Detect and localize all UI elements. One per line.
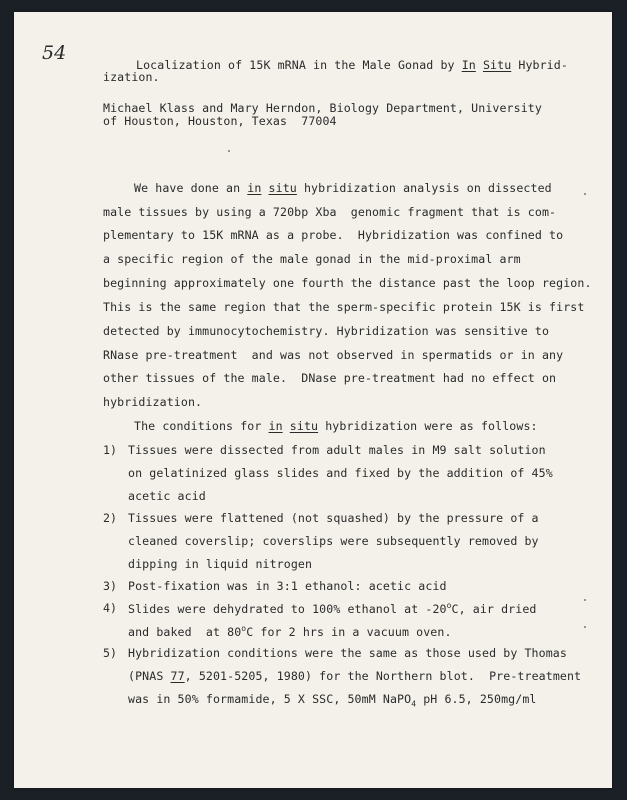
item3-line-1: Post-fixation was in 3:1 ethanol: acetic acid <box>128 579 447 593</box>
item2-line-3: dipping in liquid nitrogen <box>128 557 313 571</box>
item4-line-2: and baked at 80$^o$C for 2 hrs in a vacuum oven. <box>128 624 452 639</box>
para1-line-9: other tissues of the male. DNase pre-treatment had no effect on <box>103 371 557 385</box>
item5-line-1: Hybridization conditions were the same as those used by Thomas <box>128 646 567 660</box>
item2-line-1: Tissues were flattened (not squashed) by the pressure of a <box>128 511 539 525</box>
para1-line-10: hybridization. <box>103 395 203 409</box>
item1-line-1: Tissues were dissected from adult males in M9 salt solution <box>128 443 546 457</box>
para1-line-1: We have done an in situ hybridization analysis on dissected <box>134 181 552 195</box>
para1-line-2: male tissues by using a 720bp Xba genomic fragment that is com- <box>103 205 557 219</box>
title-line-2: ization. <box>103 70 160 84</box>
title-line-1: Localization of 15K mRNA in the Male Gonad by In Situ Hybrid- <box>136 58 568 72</box>
authors-line-2: of Houston, Houston, Texas 77004 <box>103 114 337 128</box>
list-number-2: 2) <box>103 511 117 525</box>
speck <box>228 150 230 152</box>
page-number: 54 <box>42 42 67 64</box>
item5-line-3: was in 50% formamide, 5 X SSC, 50mM NaPO$_4$ pH 6.5, 250mg/ml <box>128 692 537 709</box>
list-number-5: 5) <box>103 646 117 660</box>
list-number-1: 1) <box>103 443 117 457</box>
list-number-4: 4) <box>103 601 117 615</box>
para1-line-5: beginning approximately one fourth the distance past the loop region. <box>103 276 592 290</box>
item1-line-3: acetic acid <box>128 489 206 503</box>
document-page <box>14 12 612 788</box>
para1-line-7: detected by immunocytochemistry. Hybridization was sensitive to <box>103 324 550 338</box>
item2-line-2: cleaned coverslip; coverslips were subsequently removed by <box>128 534 539 548</box>
para1-line-6: This is the same region that the sperm-specific protein 15K is first <box>103 300 585 314</box>
para1-line-8: RNase pre-treatment and was not observed in spermatids or in any <box>103 348 564 362</box>
para1-line-4: a specific region of the male gonad in the mid-proximal arm <box>103 252 521 266</box>
speck <box>584 599 586 601</box>
authors-line-1: Michael Klass and Mary Herndon, Biology Department, University <box>103 101 542 115</box>
speck <box>584 626 586 628</box>
item1-line-2: on gelatinized glass slides and fixed by the addition of 45% <box>128 466 553 480</box>
para1-line-3: plementary to 15K mRNA as a probe. Hybridization was confined to <box>103 228 564 242</box>
item4-line-1: Slides were dehydrated to 100% ethanol at -20$^o$C, air dried <box>128 601 537 616</box>
item5-line-2: (PNAS 77, 5201-5205, 1980) for the Northern blot. Pre-treatment <box>128 669 582 683</box>
speck <box>584 193 586 195</box>
para2-line: The conditions for in situ hybridization were as follows: <box>134 419 538 433</box>
list-number-3: 3) <box>103 579 117 593</box>
